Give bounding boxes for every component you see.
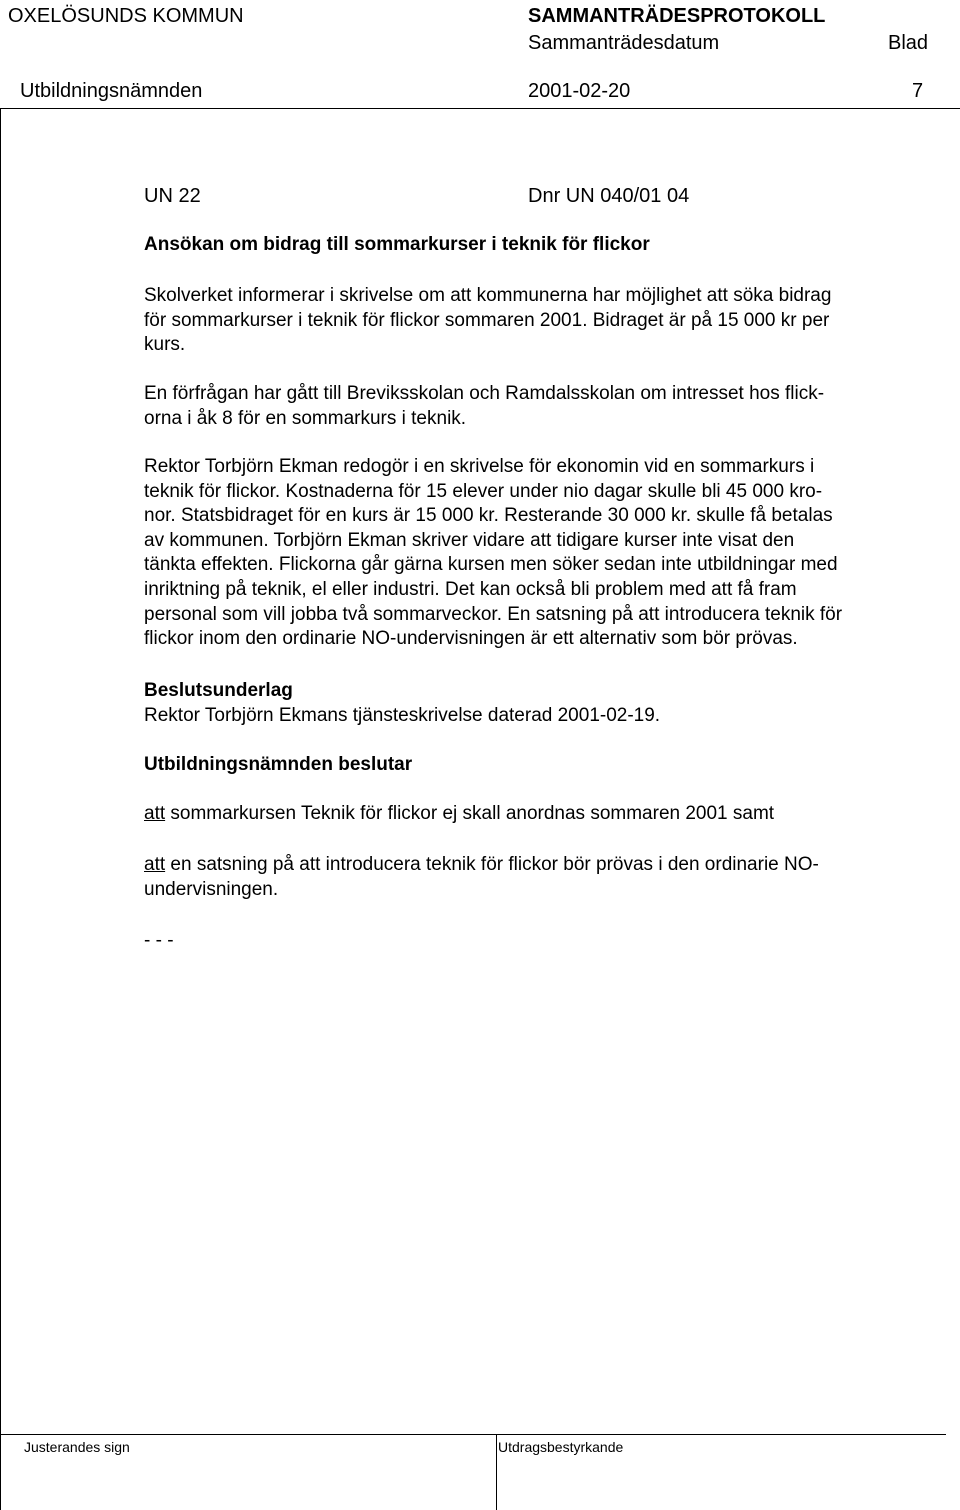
att-marker: att	[144, 803, 166, 824]
decision-text: en satsning på att introducera teknik för flickor bör prövas i den ordinarie NO-	[165, 854, 819, 875]
paragraph-3	[144, 455, 944, 652]
paragraph-line: orna i åk 8 för en sommarkurs i teknik.	[144, 407, 467, 429]
left-margin-rule	[0, 108, 1, 1510]
diary-number: Dnr UN 040/01 04	[528, 185, 690, 207]
item-title: Ansökan om bidrag till sommarkurser i teknik för flickor	[144, 234, 650, 255]
page-label: Blad	[888, 32, 929, 54]
paragraph-line: tänkta effekten. Flickorna går gärna kursen men söker sedan inte utbildningar med	[144, 554, 838, 576]
paragraph-line: En förfrågan har gått till Breviksskolan och Ramdalsskolan om intresset hos flick-	[144, 383, 825, 404]
footer-rule	[0, 1434, 946, 1435]
extract-label: Utdragsbestyrkande	[498, 1439, 624, 1455]
item-number: UN 22	[144, 185, 201, 207]
municipality-name: OXELÖSUNDS KOMMUN	[8, 5, 244, 27]
end-mark: - - -	[144, 930, 174, 951]
decision-heading: Utbildningsnämnden beslutar	[144, 754, 413, 775]
paragraph-line: personal som vill jobba två sommarveckor. En satsning på att introducera teknik för	[144, 603, 843, 625]
decision-text: sommarkursen Teknik för flickor ej skall anordnas sommaren 2001 samt	[165, 803, 775, 824]
paragraph-line: flickor inom den ordinarie NO-undervisningen är ett alternativ som bör prövas.	[144, 628, 798, 650]
page-number: 7	[912, 80, 924, 102]
basis-text: Rektor Torbjörn Ekmans tjänsteskrivelse daterad 2001-02-19.	[144, 705, 661, 726]
committee-name: Utbildningsnämnden	[20, 80, 203, 102]
paragraph-line: av kommunen. Torbjörn Ekman skriver vidare att tidigare kurser inte visat den	[144, 529, 795, 551]
paragraph-line: nor. Statsbidraget för en kurs är 15 000 kr. Resterande 30 000 kr. skulle få betalas	[144, 505, 833, 527]
footer-divider	[496, 1434, 497, 1510]
basis-heading: Beslutsunderlag	[144, 680, 293, 701]
paragraph-line: Skolverket informerar i skrivelse om att kommunerna har möjlighet att söka bidrag	[144, 285, 832, 306]
paragraph-line: kurs.	[144, 334, 186, 356]
paragraph-line: för sommarkurser i teknik för flickor sommaren 2001. Bidraget är på 15 000 kr per	[144, 309, 830, 331]
sign-label: Justerandes sign	[24, 1439, 130, 1455]
paragraph-line: inriktning på teknik, el eller industri. Det kan också bli problem med att få fram	[144, 578, 797, 600]
paragraph-1	[144, 284, 944, 358]
paragraph-2	[144, 382, 944, 431]
date-label: Sammanträdesdatum	[528, 32, 720, 54]
att-marker: att	[144, 854, 166, 875]
paragraph-line: Rektor Torbjörn Ekman redogör i en skrivelse för ekonomin vid en sommarkurs i	[144, 456, 815, 477]
decision-text: undervisningen.	[144, 878, 279, 900]
decision-item-1	[144, 802, 774, 825]
meeting-date: 2001-02-20	[528, 80, 631, 102]
paragraph-line: teknik för flickor. Kostnaderna för 15 elever under nio dagar skulle bli 45 000 kro-	[144, 480, 823, 502]
document-type: SAMMANTRÄDESPROTOKOLL	[528, 5, 826, 27]
decision-item-2	[144, 853, 944, 902]
header-rule	[0, 108, 960, 109]
